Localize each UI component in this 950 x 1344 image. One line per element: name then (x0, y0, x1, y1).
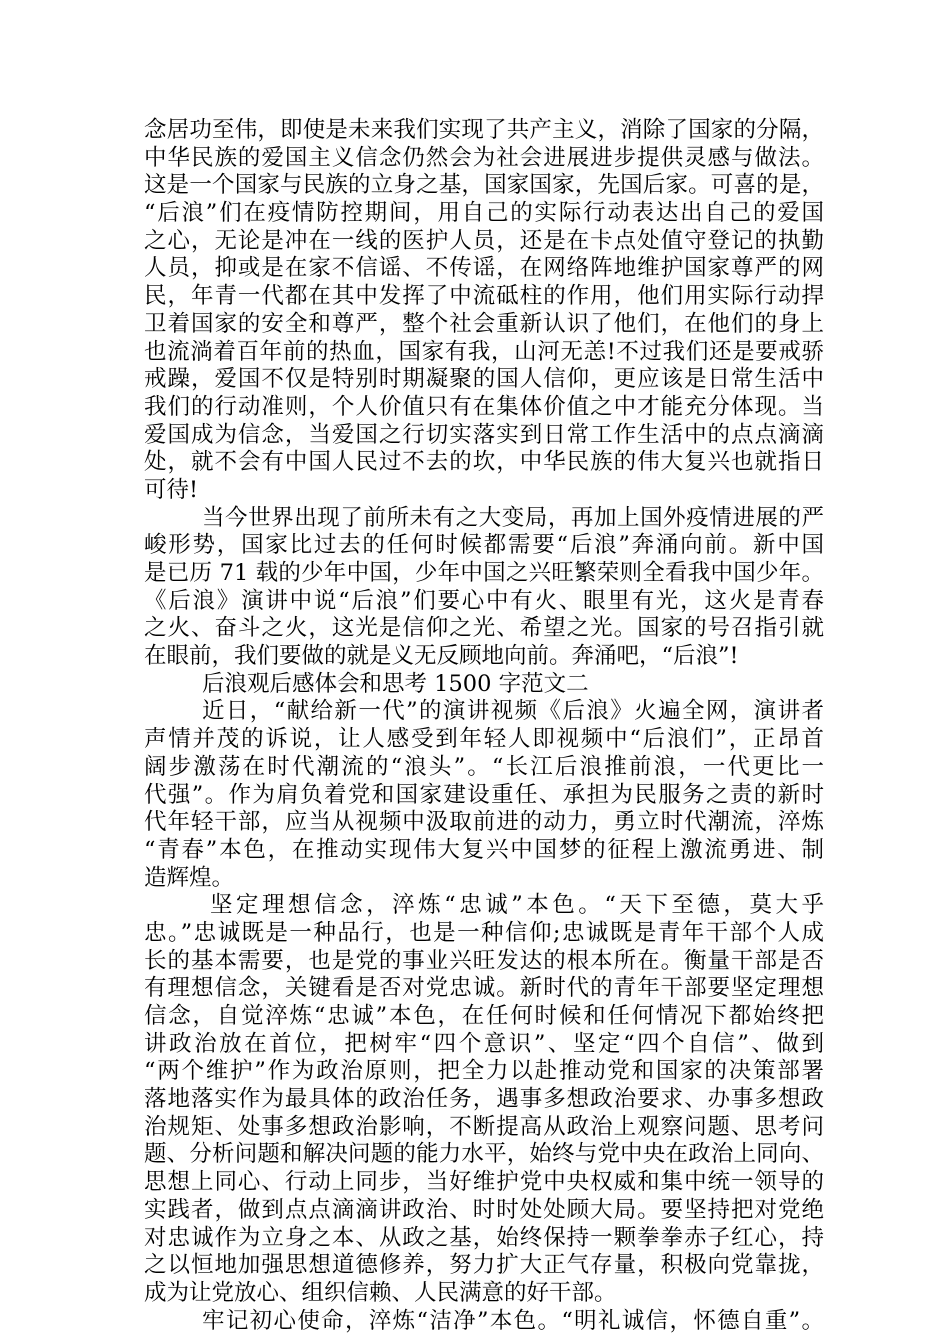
text-line: “两个维护”作为政治原则，把全力以赴推动党和国家的决策部署 (144, 1058, 824, 1085)
text-line: 忠。”忠诚既是一种品行，也是一种信仰;忠诚既是青年干部个人成 (144, 919, 824, 946)
text-line: 思想上同心、行动上同步，当好维护党中央权威和集中统一领导的 (144, 1169, 824, 1196)
text-line: 是已历 71 载的少年中国，少年中国之兴旺繁荣则全看我中国少年。 (144, 560, 824, 586)
text-line: 这是一个国家与民族的立身之基，国家国家，先国后家。可喜的是， (144, 172, 824, 199)
text-line: 牢记初心使命，淬炼“洁净”本色。“明礼诚信，怀德自重”。 (202, 1307, 824, 1334)
text-line: “青春”本色，在推动实现伟大复兴中国梦的征程上激流勇进、制 (144, 836, 824, 863)
text-line: 成为让党放心、组织信赖、人民满意的好干部。 (144, 1279, 617, 1306)
text-line: 《后浪》演讲中说“后浪”们要心中有火、眼里有光，这火是青春 (144, 587, 824, 614)
text-line: “后浪”们在疫情防控期间，用自己的实际行动表达出自己的爱国 (144, 200, 824, 227)
text-line: 长的基本需要，也是党的事业兴旺发达的根本所在。衡量干部是否 (144, 947, 824, 974)
text-line: 阔步激荡在时代潮流的“浪头”。“长江后浪推前浪，一代更比一 (144, 753, 824, 780)
text-line: 中华民族的爱国主义信念仍然会为社会进展进步提供灵感与做法。 (144, 144, 824, 171)
text-line: 题、分析问题和解决问题的能力水平，始终与党中央在政治上同向、 (144, 1141, 824, 1168)
text-line: 代年轻干部，应当从视频中汲取前进的动力，勇立时代潮流，淬炼 (144, 809, 824, 836)
text-line: 落地落实作为最具体的政治任务，遇事多想政治要求、办事多想政 (144, 1086, 824, 1113)
text-line: 造辉煌。 (144, 864, 235, 891)
document-page (144, 117, 824, 1335)
text-line: 声情并茂的诉说，让人感受到年轻人即视频中“后浪们”，正昂首 (144, 726, 824, 753)
text-line: 之火、奋斗之火，这光是信仰之光、希望之光。国家的号召指引就 (144, 615, 824, 642)
text-line: 信念，自觉淬炼“忠诚”本色，在任何时候和任何情况下都始终把 (144, 1003, 824, 1029)
text-line: 人员，抑或是在家不信谣、不传谣，在网络阵地维护国家尊严的网 (144, 255, 824, 282)
text-line: 近日，“献给新一代”的演讲视频《后浪》火遍全网，演讲者 (202, 698, 824, 725)
text-line: 对忠诚作为立身之本、从政之基，始终保持一颗拳拳赤子红心，持 (144, 1224, 824, 1251)
section-heading: 后浪观后感体会和思考 1500 字范文二 (202, 670, 589, 697)
text-line: 讲政治放在首位，把树牢“四个意识”、坚定“四个自信”、做到 (144, 1030, 824, 1057)
text-line: 当今世界出现了前所未有之大变局，再加上国外疫情进展的严 (202, 504, 824, 531)
text-line: 爱国成为信念，当爱国之行切实落实到日常工作生活中的点点滴滴 (144, 421, 824, 448)
text-line: 卫着国家的安全和尊严，整个社会重新认识了他们，在他们的身上 (144, 310, 824, 337)
text-line: 处，就不会有中国人民过不去的坎，中华民族的伟大复兴也就指日 (144, 449, 824, 476)
text-line: 在眼前，我们要做的就是义无反顾地向前。奔涌吧，“后浪”! (144, 643, 739, 670)
text-line: 民，年青一代都在其中发挥了中流砥柱的作用，他们用实际行动捍 (144, 283, 824, 310)
text-line: 念居功至伟，即使是未来我们实现了共产主义，消除了国家的分隔， (144, 117, 824, 143)
text-line: 之心，无论是冲在一线的医护人员，还是在卡点处值守登记的执勤 (144, 227, 824, 254)
text-line: 治规矩、处事多想政治影响，不断提高从政治上观察问题、思考问 (144, 1113, 824, 1140)
text-line: 之以恒地加强思想道德修养，努力扩大正气存量，积极向党靠拢， (144, 1252, 824, 1279)
text-line: 坚定理想信念，淬炼“忠诚”本色。“天下至德，莫大乎 (210, 892, 824, 919)
text-line: 我们的行动准则，个人价值只有在集体价值之中才能充分体现。当 (144, 393, 824, 420)
text-line: 代强”。作为肩负着党和国家建设重任、承担为民服务之责的新时 (144, 781, 824, 808)
text-line: 有理想信念，关键看是否对党忠诚。新时代的青年干部要坚定理想 (144, 975, 824, 1002)
text-line: 实践者，做到点点滴滴讲政治、时时处处顾大局。要坚持把对党绝 (144, 1196, 824, 1223)
text-line: 可待! (144, 476, 199, 503)
text-line: 戒躁，爱国不仅是特别时期凝聚的国人信仰，更应该是日常生活中 (144, 366, 824, 393)
text-line: 峻形势，国家比过去的任何时候都需要“后浪”奔涌向前。新中国 (144, 532, 824, 559)
text-line: 也流淌着百年前的热血，国家有我，山河无恙!不过我们还是要戒骄 (144, 338, 824, 365)
